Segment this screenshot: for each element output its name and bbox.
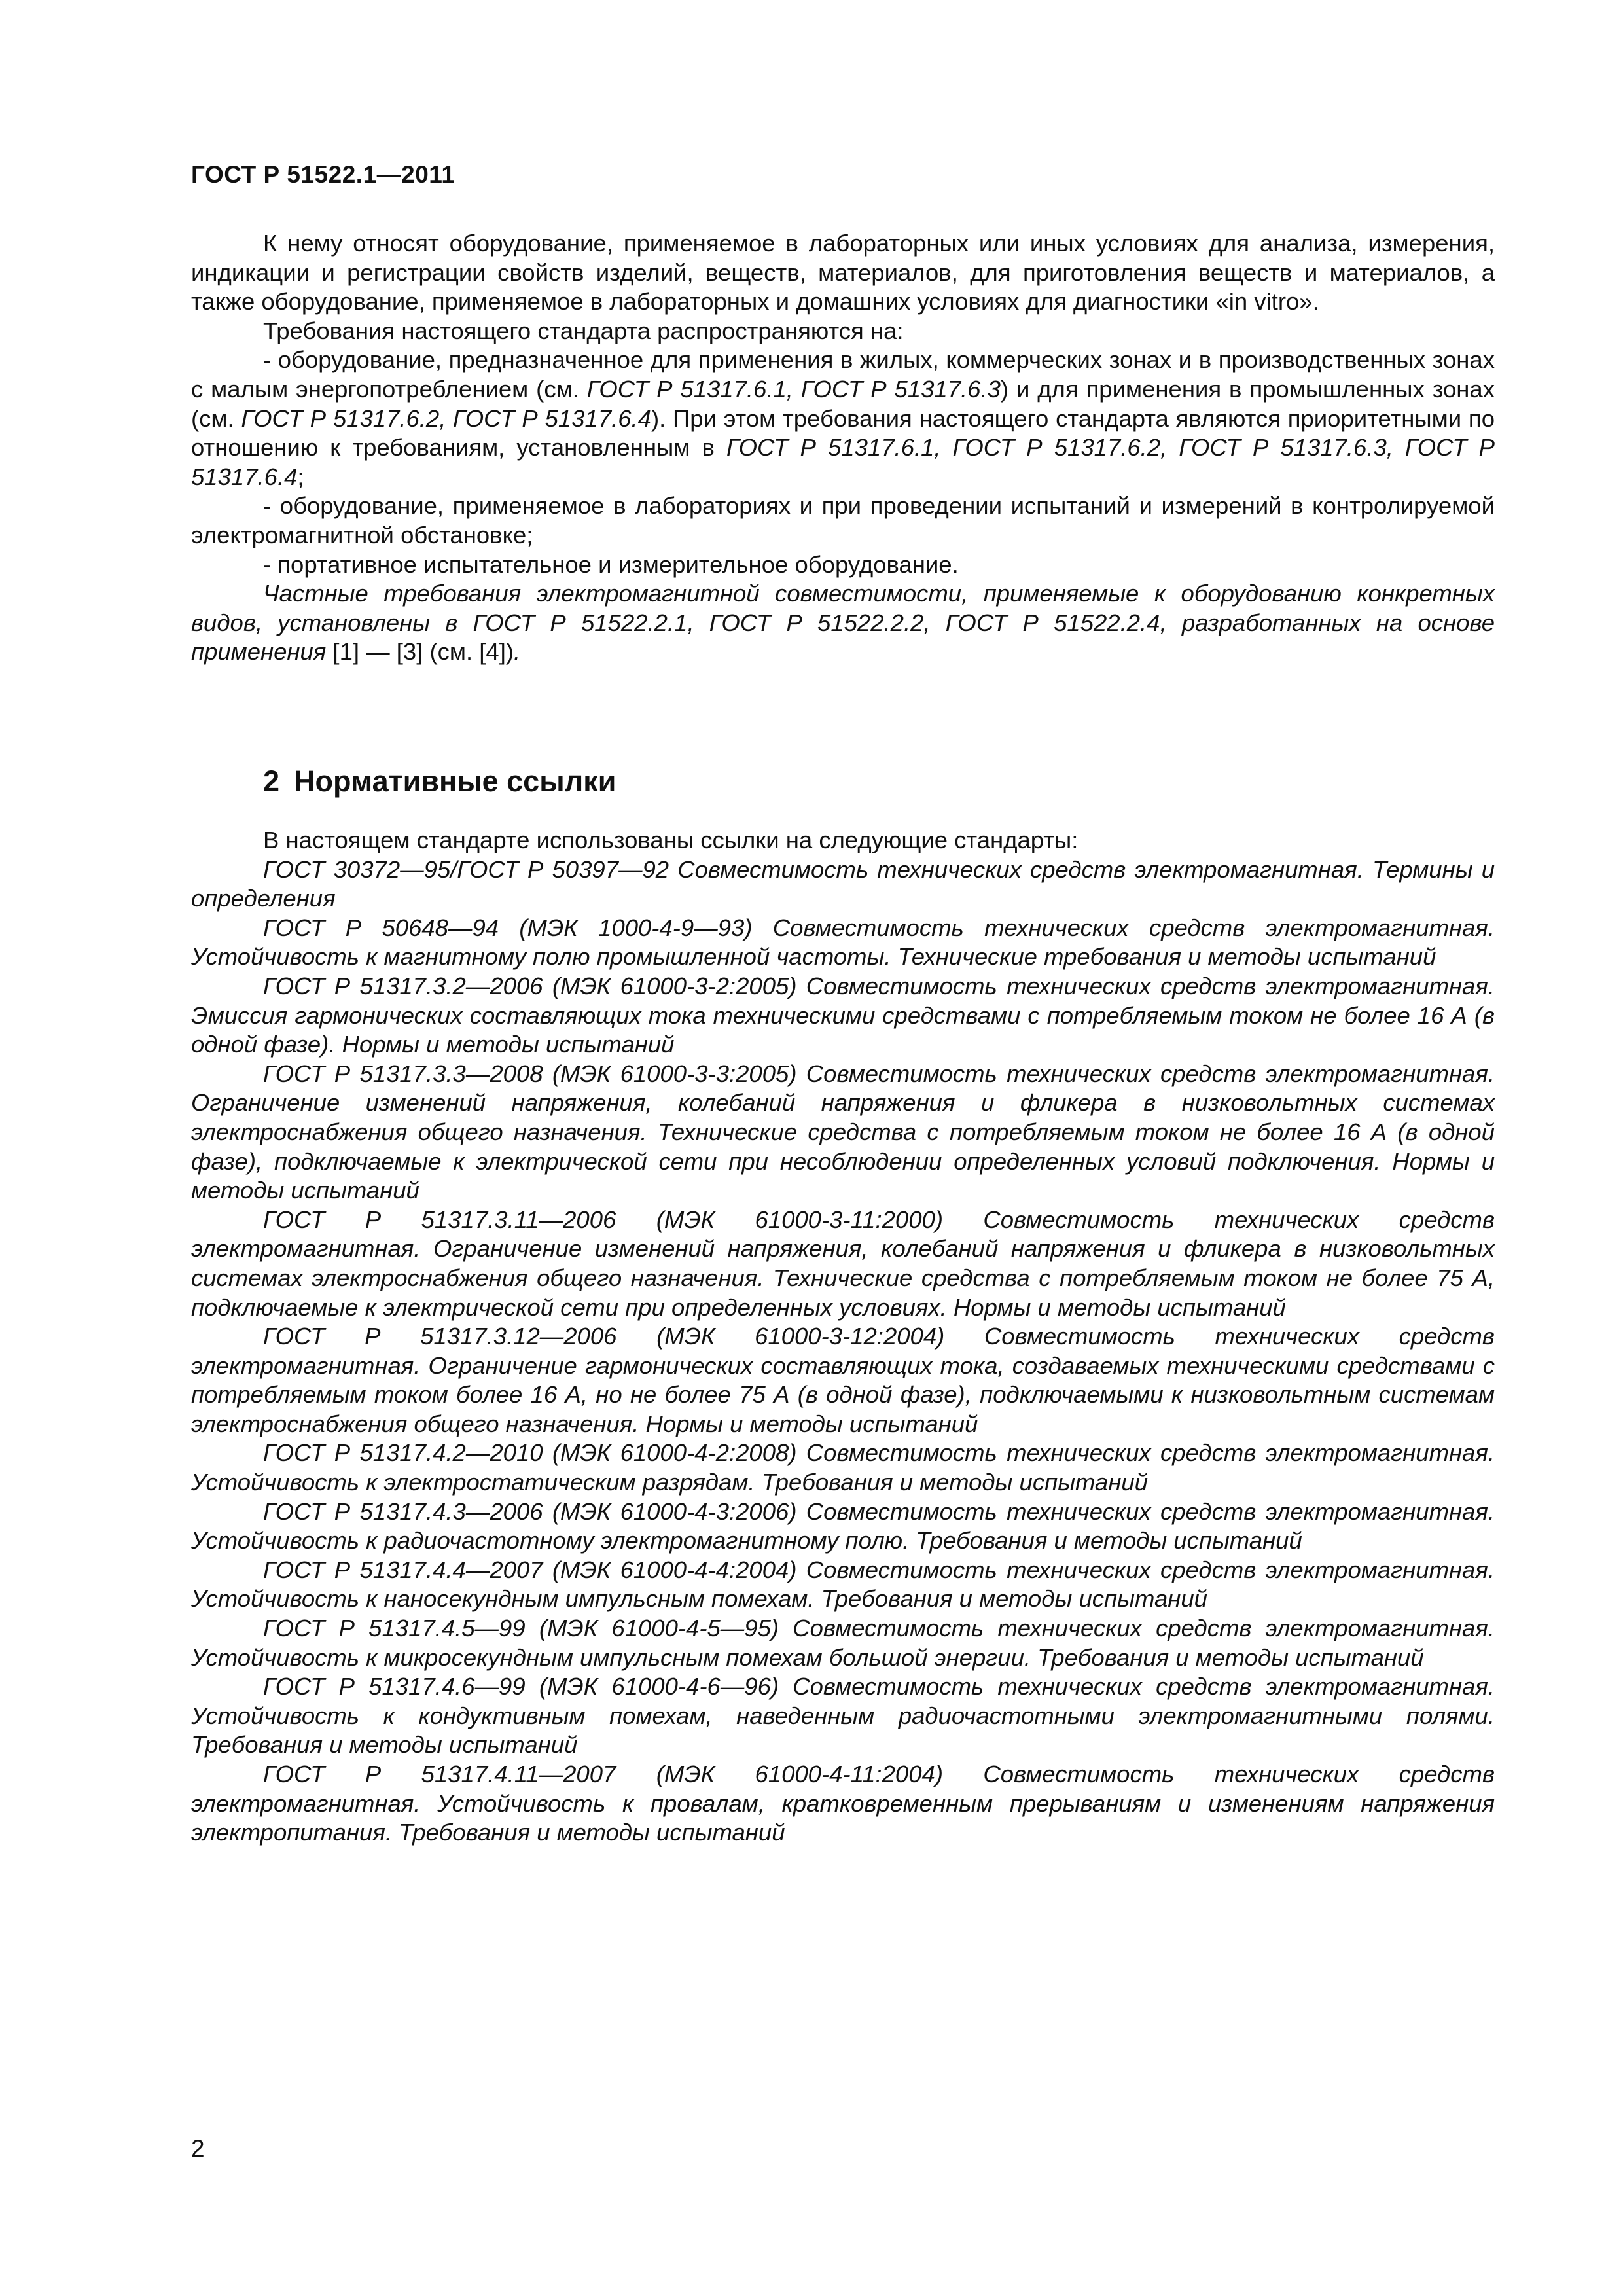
reference-item: ГОСТ Р 51317.3.12—2006 (МЭК 61000-3-12:2004) Совместимость технических средств электромагнитная. Ограничение гармонических составляющих тока, создаваемых техническими средствами с потребляемым током более 16 А, но не более 75 А (в одной фазе), подключаемыми к низковольтным системам электроснабжения общего назначения. Нормы и методы испытаний <box>191 1323 1495 1437</box>
document-code-header: ГОСТ Р 51522.1—2011 <box>191 161 455 188</box>
intro-text <box>191 229 1495 667</box>
page-number: 2 <box>191 2135 205 2162</box>
reference-item: ГОСТ Р 51317.4.4—2007 (МЭК 61000-4-4:2004) Совместимость технических средств электромагнитная. Устойчивость к наносекундным импульсным помехам. Требования и методы испытаний <box>191 1556 1495 1613</box>
reference-item: ГОСТ Р 51317.4.5—99 (МЭК 61000-4-5—95) Совместимость технических средств электромагнитная. Устойчивость к микросекундным импульсным помехам большой энергии. Требования и методы испытаний <box>191 1615 1495 1671</box>
reference-item: ГОСТ Р 51317.4.6—99 (МЭК 61000-4-6—96) Совместимость технических средств электромагнитная. Устойчивость к кондуктивным помехам, наведенным радиочастотными электромагнитными полями. Требования и методы испытаний <box>191 1673 1495 1759</box>
reference-gost-6-x-list: ГОСТ Р 51317.6.1, ГОСТ Р 51317.6.2, ГОСТ Р 51317.6.3, ГОСТ Р 51317.6.4 <box>191 434 1495 490</box>
scope-item-1: - оборудование, предназначенное для применения в жилых, коммерческих зонах и в производственных зонах с малым энергопотреблением (см. ГОСТ Р 51317.6.1, ГОСТ Р 51317.6.3) и для применения в промышленных зонах (см. ГОСТ Р 51317.6.2, ГОСТ Р 51317.6.4). При этом требования настоящего стандарта являются приоритетными по отношению к требованиям, установленным в ГОСТ Р 51317.6.1, ГОСТ Р 51317.6.2, ГОСТ Р 51317.6.3, ГОСТ Р 51317.6.4; <box>191 346 1495 490</box>
scope-item-2: - оборудование, применяемое в лабораториях и при проведении испытаний и измерений в контролируемой электромагнитной обстановке; <box>191 492 1495 548</box>
reference-gost-6-1-6-3: ГОСТ Р 51317.6.1, ГОСТ Р 51317.6.3 <box>586 375 1001 403</box>
specific-requirements-note: Частные требования электромагнитной совместимости, применяемые к оборудованию конкретных видов, установлены в ГОСТ Р 51522.2.1, ГОСТ Р 51522.2.2, ГОСТ Р 51522.2.4, разработанных на основе применения [1] — [3] (см. [4]). <box>191 580 1495 666</box>
intro-paragraph: К нему относят оборудование, применяемое в лабораторных или иных условиях для анализа, измерения, индикации и регистрации свойств изделий, веществ, материалов, для приготовления веществ и материалов, а также оборудование, применяемое в лабораторных и домашних условиях для диагностики «in vitro». <box>191 230 1495 315</box>
reference-item: ГОСТ Р 51317.4.11—2007 (МЭК 61000-4-11:2004) Совместимость технических средств электромагнитная. Устойчивость к провалам, кратковременным прерываниям и изменениям напряжения электропитания. Требования и методы испытаний <box>191 1761 1495 1846</box>
reference-item: ГОСТ Р 51317.3.2—2006 (МЭК 61000-3-2:2005) Совместимость технических средств электромагнитная. Эмиссия гармонических составляющих тока техническими средствами с потребляемым током не более 16 А (в одной фазе). Нормы и методы испытаний <box>191 972 1495 1058</box>
section-heading <box>263 764 616 798</box>
normative-references <box>191 826 1495 1848</box>
scope-lead: Требования настоящего стандарта распространяются на: <box>263 317 904 344</box>
bibliography-reference: [1] — [3] (см. [4]) <box>332 638 514 666</box>
reference-gost-6-2-6-4: ГОСТ Р 51317.6.2, ГОСТ Р 51317.6.4 <box>241 404 651 432</box>
reference-item: ГОСТ Р 51317.4.2—2010 (МЭК 61000-4-2:2008) Совместимость технических средств электромагнитная. Устойчивость к электростатическим разрядам. Требования и методы испытаний <box>191 1439 1495 1496</box>
reference-item: ГОСТ Р 51317.3.3—2008 (МЭК 61000-3-3:2005) Совместимость технических средств электромагнитная. Ограничение изменений напряжения, колебаний напряжения и фликера в низковольтных системах электроснабжения общего назначения. Технические средства с потребляемым током не более 16 А (в одной фазе), подключаемые к электрической сети при несоблюдении определенных условий подключения. Нормы и методы испытаний <box>191 1060 1495 1204</box>
section-title: Нормативные ссылки <box>294 764 616 798</box>
section-number: 2 <box>263 764 280 798</box>
reference-item: ГОСТ Р 51317.3.11—2006 (МЭК 61000-3-11:2000) Совместимость технических средств электромагнитная. Ограничение изменений напряжения, колебаний напряжения и фликера в низковольтных системах электроснабжения общего назначения. Технические средства с потребляемым током не более 75 А, подключаемые к электрической сети при определенных условиях. Нормы и методы испытаний <box>191 1206 1495 1321</box>
reference-item: ГОСТ Р 51317.4.3—2006 (МЭК 61000-4-3:2006) Совместимость технических средств электромагнитная. Устойчивость к радиочастотному электромагнитному полю. Требования и методы испытаний <box>191 1498 1495 1554</box>
references-lead: В настоящем стандарте использованы ссылки на следующие стандарты: <box>263 827 1079 853</box>
scope-item-3: - портативное испытательное и измерительное оборудование. <box>263 550 959 578</box>
reference-item: ГОСТ 30372—95/ГОСТ Р 50397—92 Совместимость технических средств электромагнитная. Термины и определения <box>191 855 1495 912</box>
reference-item: ГОСТ Р 50648—94 (МЭК 1000-4-9—93) Совместимость технических средств электромагнитная. Устойчивость к магнитному полю промышленной частоты. Технические требования и методы испытаний <box>191 914 1495 971</box>
